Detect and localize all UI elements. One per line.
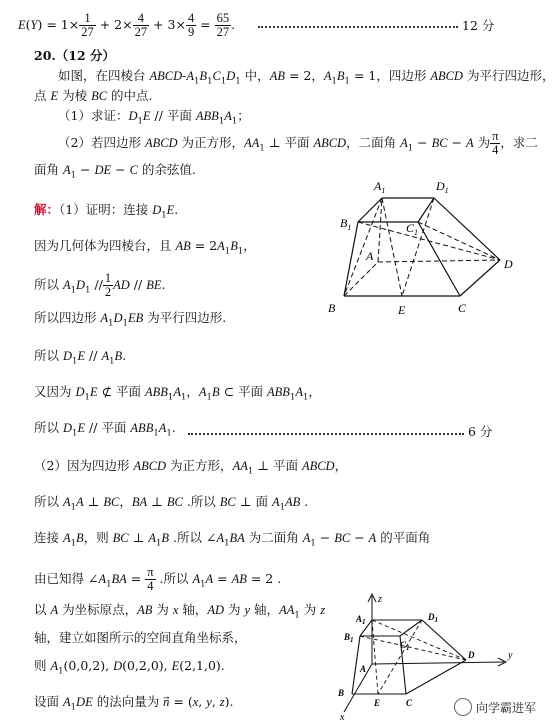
fig1-label-A1: $A_1$: [374, 179, 386, 195]
fig1-label-B1: $B_1$: [340, 216, 352, 232]
fig2-label-y: y: [508, 650, 513, 661]
solution-line-3: 所以 $A_1D_1$ // $\frac{1}{2}$ AD // BE.: [34, 271, 166, 299]
part1-question: （1）求证：$D_1E$ // 平面 $ABB_1A_1$；: [58, 108, 250, 127]
fig2-label-x: x: [340, 712, 345, 722]
solution-label: 解：: [34, 202, 60, 217]
frustum-figure: [318, 172, 530, 322]
watermark: [454, 698, 536, 716]
solution-line-6: 又因为 $D_1E$ ⊄ 平面 $ABB_1A_1$，$A_1B$ ⊂ 平面 $ABB_1A_1$，: [34, 384, 321, 403]
problem-text-1: 如图，在四棱台 ABCD-$A_1B_1C_1D_1$ 中，AB = 2，$A_1B_1 = 1$，四边形 ABCD 为平行四边形，: [58, 68, 554, 87]
fig2-label-E: E: [374, 698, 381, 708]
fig1-label-D1: $D_1$: [436, 179, 449, 195]
solution-line-11: 由已知得 $\angle A_1BA$ = $\frac{\pi}{4}$ .所以 $A_1A$ = AB = 2 .: [34, 565, 282, 593]
solution-line-15: 设面 $A_1DE$ 的法向量为 n⃗ = (x, y, z).: [34, 694, 234, 713]
fig2-label-B: B: [338, 688, 345, 698]
fig1-label-C: C: [458, 301, 467, 315]
solution-line-13: 轴，建立如图所示的空间直角坐标系，: [34, 630, 247, 645]
fig2-label-D1: $D_1$: [428, 612, 438, 624]
solution-line-1: 解：（1）证明：连接 $D_1E$.: [34, 202, 179, 221]
fig2-label-A: A: [360, 664, 367, 674]
score-leader-dots: [258, 26, 458, 28]
fig2-label-B1: $B_1$: [344, 632, 354, 644]
solution-line-5: 所以 $D_1E // A_1B$.: [34, 348, 127, 367]
problem-number: 20.（12 分）: [34, 48, 115, 63]
fig2-label-A1: $A_1$: [356, 614, 366, 626]
score-mid: 6 分: [468, 424, 493, 439]
fig1-label-A: A: [366, 249, 374, 263]
fig2-label-C1: $C_1$: [400, 640, 410, 652]
fig1-label-D: D: [504, 257, 513, 271]
part2-question-cont: 面角 $A_1$ − DE − C 的余弦值.: [34, 162, 196, 181]
problem-text-2: 点 E 为棱 BC 的中点.: [34, 88, 153, 103]
wechat-logo-icon: [454, 698, 472, 716]
fig1-label-B: B: [328, 301, 336, 315]
expectation-formula: E(Y) = 1× $\frac{1}{27}$ + 2× $\frac{4}{27}$ + 3× $\frac{4}{9}$ = $\frac{65}{27}$ .: [18, 11, 236, 39]
solution-line-14: 则 $A_1(0,0,2)$, D(0,2,0), E(2,1,0).: [34, 658, 225, 677]
solution-line-12: 以 A 为坐标原点，AB 为 x 轴，AD 为 y 轴，$AA_1$ 为 z: [34, 602, 326, 621]
solution-line-7: 所以 $D_1E$ // 平面 $ABB_1A_1$.: [34, 420, 176, 439]
solution-line-8: （2）因为四边形 ABCD 为正方形，$AA_1$ ⊥ 平面 ABCD，: [34, 458, 348, 477]
solution-line-9: 所以 $A_1A$ ⊥ BC，BA ⊥ BC .所以 BC ⊥ 面 $A_1AB$ .: [34, 494, 309, 513]
fig2-label-C: C: [406, 698, 413, 708]
score-top: 12 分: [462, 18, 495, 33]
solution-line-10: 连接 $A_1B$，则 BC ⊥ $A_1B$ .所以 $\angle A_1BA$ 为二面角 $A_1$ − BC − A 的平面角: [34, 530, 431, 549]
fig1-label-E: E: [398, 303, 406, 317]
part2-question: （2）若四边形 ABCD 为正方形，$AA_1$ ⊥ 平面 ABCD，二面角 $A_1$ − BC − A 为 $\frac{\pi}{4}$ ，求二: [58, 129, 538, 157]
fig2-label-D: D: [468, 650, 475, 660]
fig1-label-C1: $C_1$: [406, 221, 419, 237]
score-leader-dots-2: [188, 433, 464, 435]
watermark-text: 向学霸进军: [475, 700, 536, 715]
solution-line-4: 所以四边形 $A_1D_1EB$ 为平行四边形.: [34, 310, 227, 329]
fig2-label-z: z: [378, 594, 382, 605]
solution-line-2: 因为几何体为四棱台，且 AB = $2A_1B_1$，: [34, 238, 256, 257]
